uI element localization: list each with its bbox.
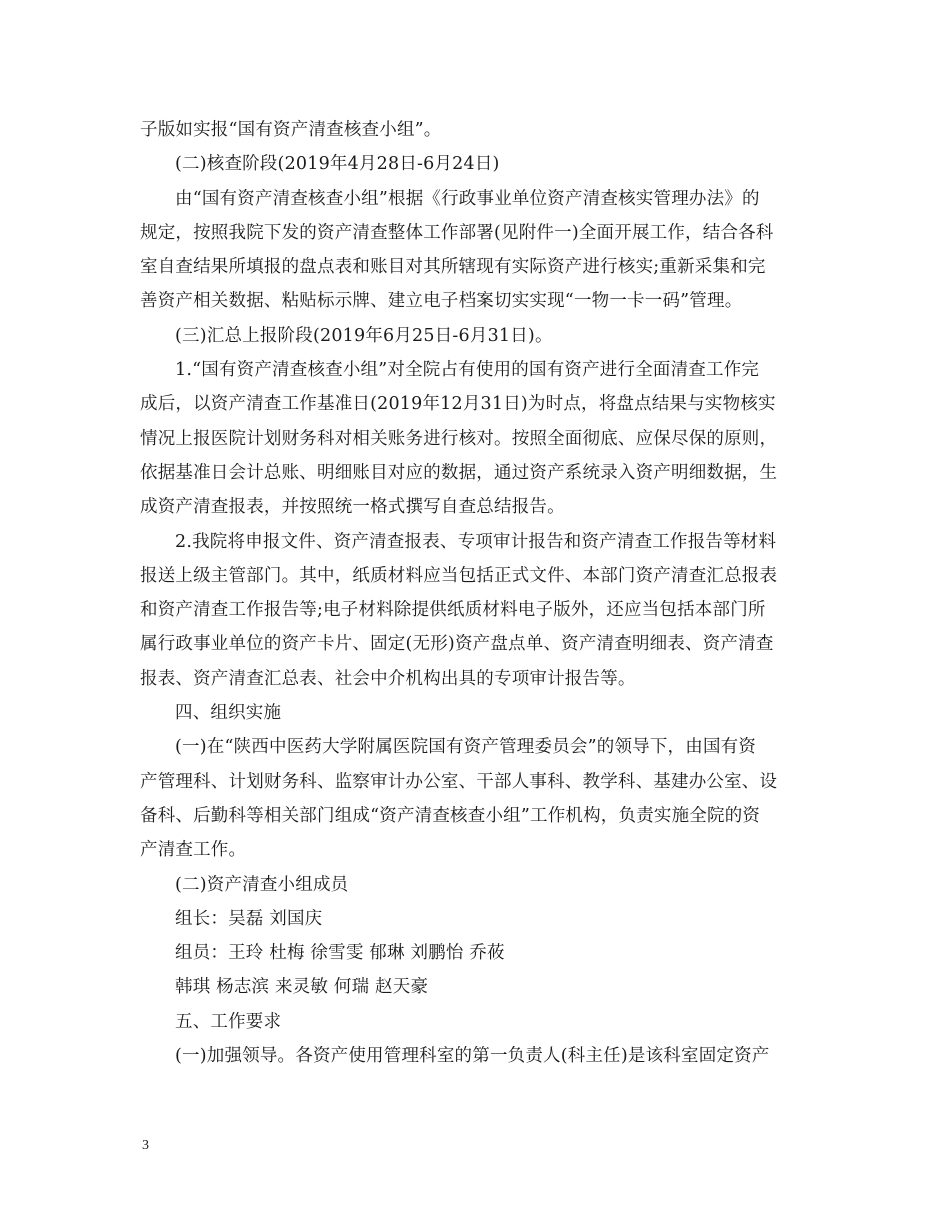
text-line: 规定，按照我院下发的资产清查整体工作部署(见附件一)全面开展工作，结合各科 <box>140 222 774 243</box>
text-line: 属行政事业单位的资产卡片、固定(无形)资产盘点单、资产清查明细表、资产清查 <box>140 634 774 655</box>
text-line: 善资产相关数据、粘贴标示牌、建立电子档案切实实现“一物一卡一码”管理。 <box>140 291 743 312</box>
text-line: 室自查结果所填报的盘点表和账目对其所辖现有实际资产进行核实;重新采集和完 <box>140 257 766 278</box>
text-line: 产管理科、计划财务科、监察审计办公室、干部人事科、教学科、基建办公室、设 <box>140 771 778 792</box>
page-number: 3 <box>142 1138 149 1153</box>
document-body <box>140 113 812 1073</box>
text-line: 成资产清查报表，并按照统一格式撰写自查总结报告。 <box>140 497 565 518</box>
text-line: 子版如实报“国有资产清查核查小组”。 <box>140 120 442 140</box>
text-line: 五、工作要求 <box>175 1011 282 1032</box>
text-line: 依据基准日会计总账、明细账目对应的数据，通过资产系统录入资产明细数据，生 <box>140 462 778 483</box>
text-line: 韩琪 杨志滨 来灵敏 何瑞 赵天豪 <box>175 977 429 998</box>
text-line: (三)汇总上报阶段(2019年6月25日-6月31日)。 <box>175 325 553 346</box>
text-line: 产清查工作。 <box>140 840 247 861</box>
text-line: 四、组织实施 <box>175 703 282 724</box>
text-line: (二)核查阶段(2019年4月28日-6月24日) <box>175 154 500 175</box>
text-line: 报表、资产清查汇总表、社会中介机构出具的专项审计报告等。 <box>140 668 636 689</box>
text-line: (一)在“陕西中医药大学附属医院国有资产管理委员会”的领导下，由国有资 <box>175 737 757 758</box>
text-line: 情况上报医院计划财务科对相关账务进行核对。按照全面彻底、应保尽保的原则， <box>140 428 778 449</box>
text-line: 2.我院将申报文件、资产清查报表、专项审计报告和资产清查工作报告等材料 <box>175 531 777 552</box>
text-line: 报送上级主管部门。其中，纸质材料应当包括正式文件、本部门资产清查汇总报表 <box>140 565 778 586</box>
text-line: (二)资产清查小组成员 <box>175 874 349 895</box>
text-line: 1.“国有资产清查核查小组”对全院占有使用的国有资产进行全面清查工作完 <box>175 360 760 381</box>
text-line: 成后，以资产清查工作基准日(2019年12月31日)为时点，将盘点结果与实物核实 <box>140 394 776 415</box>
text-line: 和资产清查工作报告等;电子材料除提供纸质材料电子版外，还应当包括本部门所 <box>140 600 766 621</box>
text-line: 组长：吴磊 刘国庆 <box>175 908 323 929</box>
text-line: (一)加强领导。各资产使用管理科室的第一负责人(科主任)是该科室固定资产 <box>175 1046 770 1067</box>
text-line: 备科、后勤科等相关部门组成“资产清查核查小组”工作机构，负责实施全院的资 <box>140 805 761 826</box>
text-line: 由“国有资产清查核查小组”根据《行政事业单位资产清查核实管理办法》的 <box>175 188 760 209</box>
text-line: 组员：王玲 杜梅 徐雪雯 郁琳 刘鹏怡 乔莜 <box>175 943 505 964</box>
